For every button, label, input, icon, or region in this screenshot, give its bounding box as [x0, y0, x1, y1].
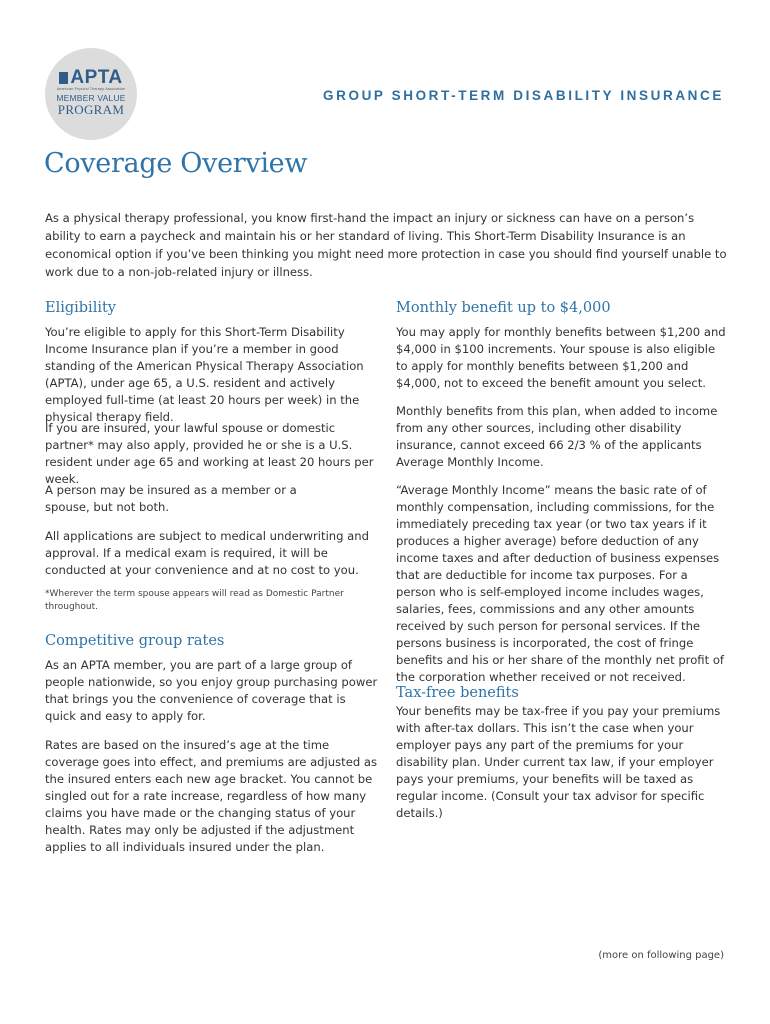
- logo-line2: PROGRAM: [57, 102, 125, 117]
- domestic-partner-note: *Wherever the term spouse appears will read as Domestic Partner throughout.: [45, 589, 344, 612]
- monthly-paragraph-3: “Average Monthly Income” means the basic rate of of monthly compensation, including commissions, for the immediately preceding tax year (or two tax years if it produces a higher average) before deduction of any income taxes and after deduction of business expenses that are deductible for income tax purposes. For a person who is self-employed income includes wages, salaries, fees, commissions and any other amounts received by such person for personal services. If the persons business is incorporated, the cost of fringe benefits and his or her share of the monthly net profit of the corporation whether received or not received.: [396, 483, 724, 684]
- logo-line1: MEMBER VALUE: [56, 93, 126, 103]
- eligibility-paragraph-3: A person may be insured as a member or a spouse, but not both.: [45, 483, 297, 514]
- logo-org: American Physical Therapy Association: [56, 87, 126, 91]
- logo-brand: [45, 68, 137, 87]
- eligibility-heading: Eligibility: [45, 300, 116, 316]
- intro-paragraph: As a physical therapy professional, you know first-hand the impact an injury or sickness can have on a person’s ability to earn a paycheck and maintain his or her standard of living. This Short-Term Disability Insurance is an economical option if you’ve been thinking you might need more protection in case you should find yourself unable to work due to a non-job-related injury or illness.: [45, 211, 727, 279]
- eligibility-paragraph-1: You’re eligible to apply for this Short-Term Disability Income Insurance plan if you’re a member in good standing of the American Physical Therapy Association (APTA), under age 65, a U.S. resident and actively employed full-time (at least 20 hours per week) in the physical therapy field.: [45, 325, 364, 424]
- monthly-benefit-heading: Monthly benefit up to $4,000: [396, 300, 611, 316]
- logo-brand-text: APTA: [70, 67, 123, 88]
- rates-paragraph-2: Rates are based on the insured’s age at the time coverage goes into effect, and premiums are adjusted as the insured enters each new age bracket. You cannot be singled out for a rate increase, regardless of how many claims you have made or the changing status of your health. Rates may only be adjusted if the adjustment applies to all individuals insured under the plan.: [45, 738, 378, 854]
- page-title: Coverage Overview: [44, 148, 308, 179]
- eligibility-paragraph-2: If you are insured, your lawful spouse or domestic partner* may also apply, provided he or she is a U.S. resident under age 65 and working at least 20 hours per week.: [45, 421, 374, 486]
- tax-free-paragraph: Your benefits may be tax-free if you pay your premiums with after-tax dollars. This isn’t the case when your employer pays any part of the premiums for your disability plan. Under current tax law, if your employer pays your premiums, your benefits will be taxed as regular income. (Consult your tax advisor for specific details.): [396, 704, 721, 820]
- tax-free-heading: Tax-free benefits: [396, 685, 519, 701]
- monthly-paragraph-2: Monthly benefits from this plan, when added to income from any other sources, including other disability insurance, cannot exceed 66 2/3 % of the applicants Average Monthly Income.: [396, 404, 718, 469]
- more-on-following-page: (more on following page): [598, 950, 724, 961]
- monthly-paragraph-1: You may apply for monthly benefits between $1,200 and $4,000 in $100 increments. Your spouse is also eligible to apply for monthly benefits between $1,200 and $4,000, not to exceed the benefit amount you select.: [396, 325, 726, 390]
- apta-logo: [45, 48, 137, 140]
- logo-building-icon: [59, 72, 68, 84]
- eligibility-paragraph-4: All applications are subject to medical underwriting and approval. If a medical exam is required, it will be conducted at your convenience and at no cost to you.: [45, 529, 369, 577]
- rates-heading: Competitive group rates: [45, 633, 225, 649]
- header-title: GROUP SHORT-TERM DISABILITY INSURANCE: [323, 88, 724, 103]
- rates-paragraph-1: As an APTA member, you are part of a large group of people nationwide, so you enjoy group purchasing power that brings you the convenience of coverage that is quick and easy to apply for.: [45, 658, 378, 723]
